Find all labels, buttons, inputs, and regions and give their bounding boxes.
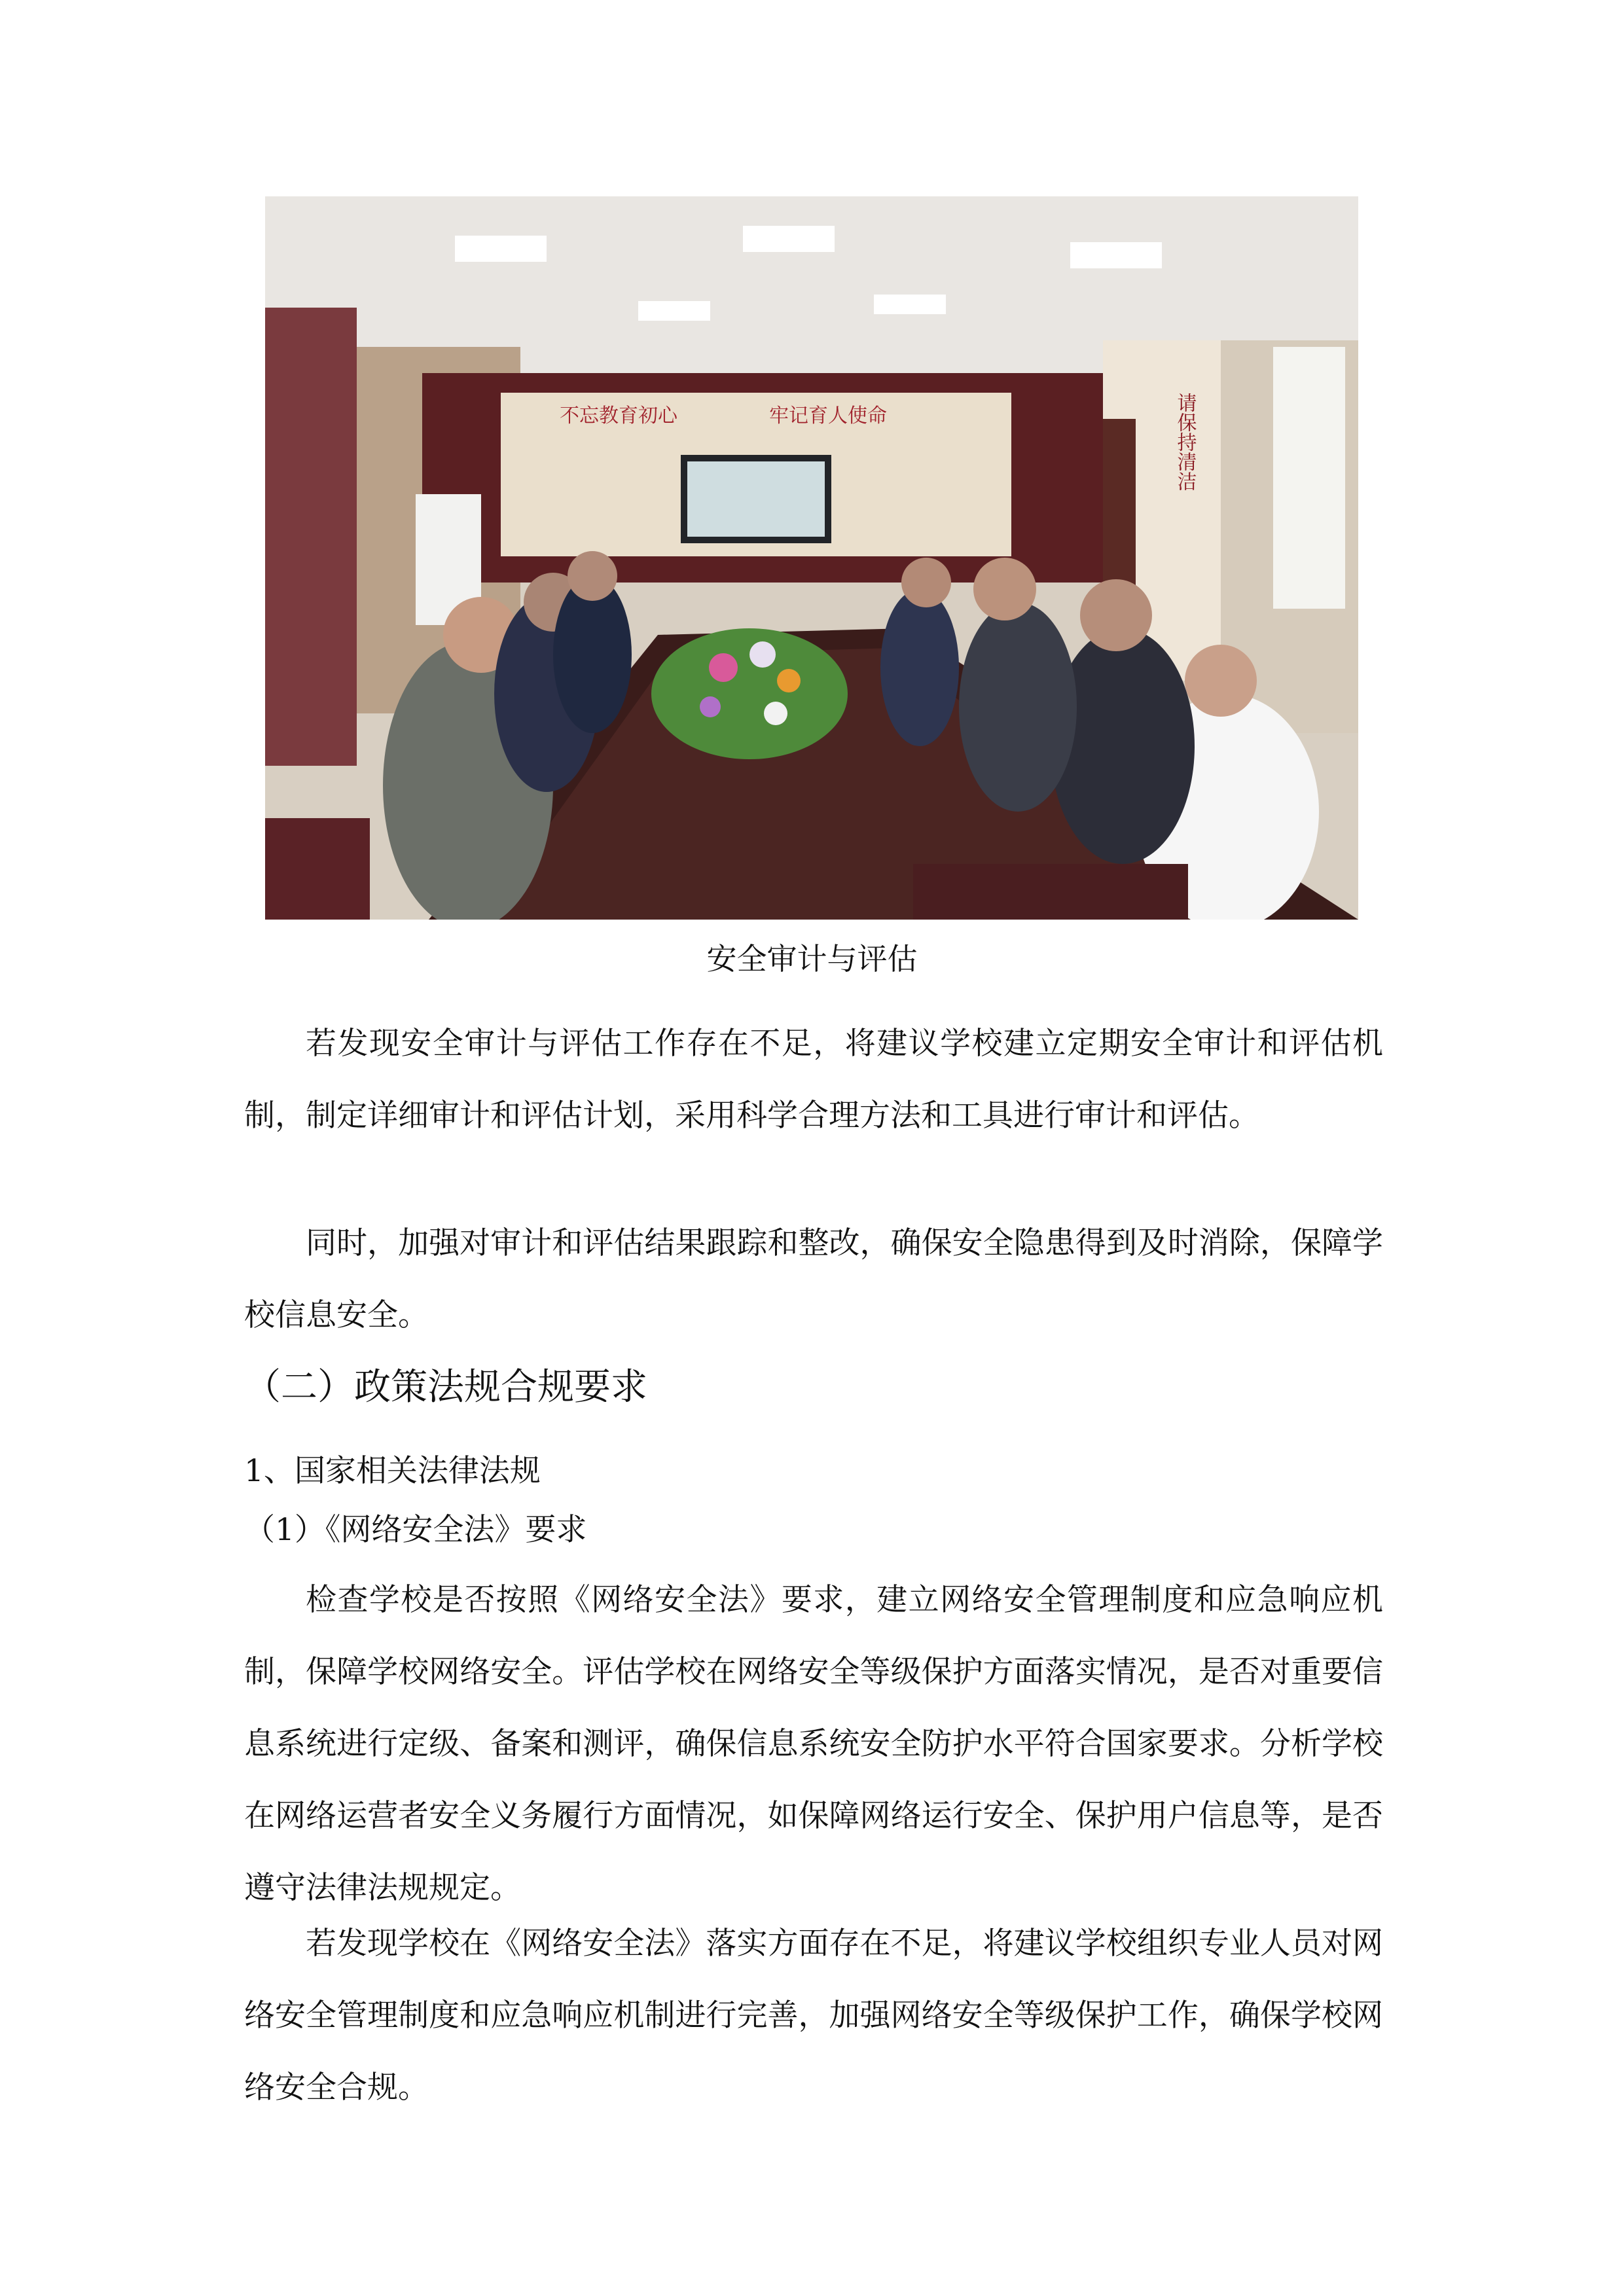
vertical-sign: 请保持清洁 bbox=[1173, 393, 1197, 491]
figure-caption: 安全审计与评估 bbox=[706, 941, 918, 977]
section-heading: （二）政策法规合规要求 bbox=[244, 1366, 647, 1408]
banner-right: 牢记育人使命 bbox=[769, 404, 887, 427]
meeting-photo-illustration bbox=[265, 196, 1358, 920]
subheading-national-laws: 1、国家相关法律法规 bbox=[244, 1453, 541, 1489]
paragraph-cybersecurity-recommend: 若发现学校在《网络安全法》落实方面存在不足，将建议学校组织专业人员对网络安全管理制度和应急响应机制进行完善，加强网络安全等级保护工作，确保学校网络安全合规。 bbox=[244, 1926, 1383, 2106]
subheading-cybersecurity-law: （1）《网络安全法》要求 bbox=[244, 1512, 587, 1548]
meeting-photo bbox=[265, 196, 1358, 920]
paragraph-audit-shortcomings: 若发现安全审计与评估工作存在不足，将建议学校建立定期安全审计和评估机制，制定详细审计和评估计划，采用科学合理方法和工具进行审计和评估。 bbox=[244, 1026, 1383, 1134]
paragraph-audit-followup: 同时，加强对审计和评估结果跟踪和整改，确保安全隐患得到及时消除，保障学校信息安全。 bbox=[244, 1225, 1383, 1333]
paragraph-cybersecurity-check: 检查学校是否按照《网络安全法》要求，建立网络安全管理制度和应急响应机制，保障学校网络安全。评估学校在网络安全等级保护方面落实情况，是否对重要信息系统进行定级、备案和测评，确保信息系统安全防护水平符合国家要求。分析学校在网络运营者安全义务履行方面情况，如保障网络运行安全、保护用户信息等，是否遵守法律法规规定。 bbox=[244, 1582, 1383, 1906]
banner-left: 不忘教育初心 bbox=[560, 404, 677, 427]
